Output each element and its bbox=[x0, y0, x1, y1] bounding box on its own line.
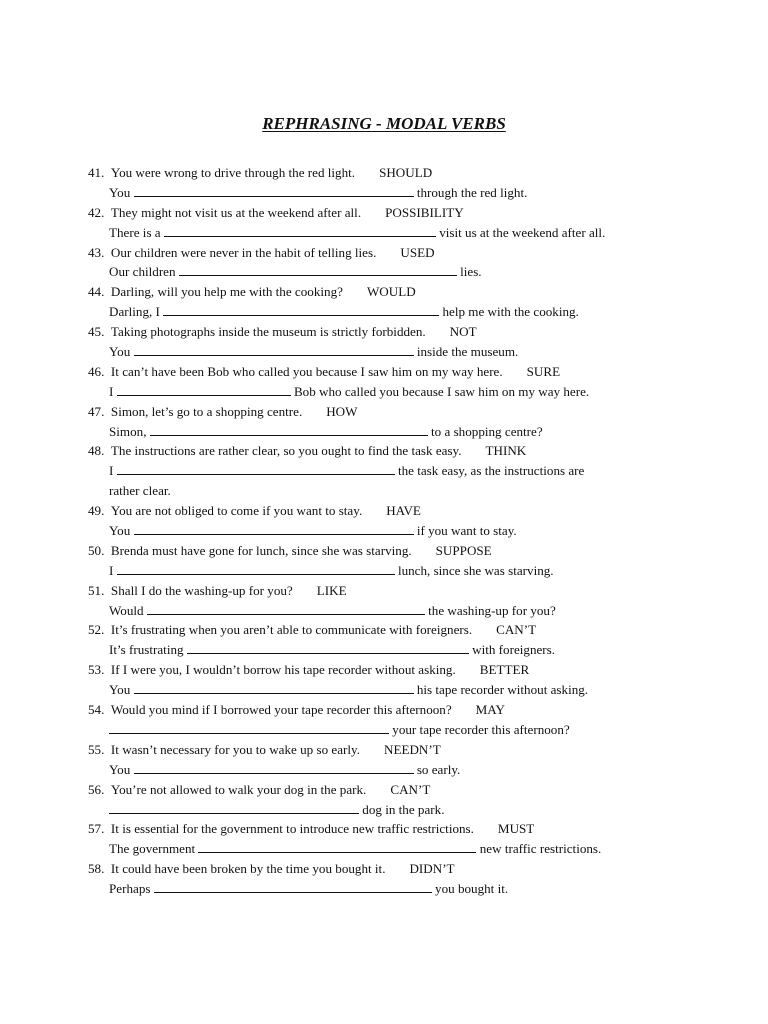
keyword: DIDN’T bbox=[409, 861, 455, 877]
question-sentence: You were wrong to drive through the red light. bbox=[110, 165, 356, 180]
question-sentence: The instructions are rather clear, so you ought to find the task easy. bbox=[110, 443, 462, 459]
keyword: MAY bbox=[475, 702, 506, 718]
answer-suffix: so early. bbox=[416, 761, 461, 777]
exercise-question bbox=[88, 541, 748, 561]
question-sentence: It’s frustrating when you aren’t able to communicate with foreigners. bbox=[110, 622, 473, 638]
exercise-question bbox=[88, 700, 748, 720]
answer-line bbox=[88, 760, 748, 780]
answer-prefix: You bbox=[109, 184, 131, 200]
answer-blank[interactable] bbox=[198, 840, 476, 853]
answer-prefix: You bbox=[109, 344, 131, 360]
answer-prefix: I bbox=[109, 562, 114, 578]
answer-suffix: if you want to stay. bbox=[416, 523, 517, 539]
exercise-question bbox=[88, 501, 748, 521]
answer-suffix: dog in the park. bbox=[362, 801, 445, 817]
question-number: 47. bbox=[88, 403, 105, 419]
question-number: 45. bbox=[88, 324, 105, 340]
answer-line bbox=[88, 879, 748, 899]
answer-prefix: I bbox=[109, 383, 114, 399]
answer-suffix: his tape recorder without asking. bbox=[416, 682, 589, 698]
answer-prefix: Simon, bbox=[109, 423, 147, 439]
answer-prefix: Our children bbox=[109, 264, 176, 280]
question-sentence: Taking photographs inside the museum is strictly forbidden. bbox=[110, 324, 426, 340]
answer-line bbox=[88, 422, 748, 442]
exercise-list bbox=[88, 163, 748, 899]
answer-line bbox=[88, 800, 748, 820]
answer-line bbox=[88, 720, 748, 740]
keyword: CAN’T bbox=[390, 781, 431, 797]
question-sentence: It wasn’t necessary for you to wake up so early. bbox=[110, 741, 360, 757]
exercise-question bbox=[88, 859, 748, 879]
answer-suffix: new traffic restrictions. bbox=[479, 841, 602, 857]
answer-suffix: lunch, since she was starving. bbox=[397, 562, 554, 578]
keyword: THINK bbox=[485, 443, 527, 459]
exercise-question bbox=[88, 581, 748, 601]
answer-blank[interactable] bbox=[117, 383, 291, 396]
exercise-question bbox=[88, 780, 748, 800]
answer-suffix: help me with the cooking. bbox=[442, 304, 579, 320]
question-sentence: If I were you, I wouldn’t borrow his tape recorder without asking. bbox=[110, 662, 456, 678]
question-number: 55. bbox=[88, 741, 105, 757]
answer-blank[interactable] bbox=[179, 263, 457, 276]
answer-suffix: your tape recorder this afternoon? bbox=[392, 721, 570, 737]
answer-prefix: You bbox=[109, 523, 131, 539]
answer-blank[interactable] bbox=[154, 880, 432, 893]
answer-blank[interactable] bbox=[134, 522, 414, 535]
answer-line bbox=[88, 561, 748, 581]
answer-blank[interactable] bbox=[134, 184, 414, 197]
exercise-question bbox=[88, 243, 748, 263]
keyword: POSSIBILITY bbox=[385, 204, 464, 220]
question-number: 46. bbox=[88, 363, 105, 379]
answer-blank[interactable] bbox=[134, 681, 414, 694]
question-number: 54. bbox=[88, 702, 105, 718]
answer-blank[interactable] bbox=[150, 423, 428, 436]
question-number: 53. bbox=[88, 662, 105, 678]
exercise-question bbox=[88, 441, 748, 461]
answer-blank[interactable] bbox=[147, 602, 425, 615]
question-number: 50. bbox=[88, 542, 105, 558]
answer-prefix: It’s frustrating bbox=[109, 642, 184, 658]
question-sentence: Would you mind if I borrowed your tape recorder this afternoon? bbox=[110, 702, 452, 718]
keyword: SHOULD bbox=[379, 165, 433, 180]
answer-line bbox=[88, 640, 748, 660]
question-number: 44. bbox=[88, 284, 105, 300]
keyword: BETTER bbox=[479, 662, 530, 678]
question-number: 41. bbox=[88, 165, 105, 180]
keyword: WOULD bbox=[366, 284, 416, 300]
question-number: 58. bbox=[88, 861, 105, 877]
question-number: 57. bbox=[88, 821, 105, 837]
answer-prefix: You bbox=[109, 682, 131, 698]
answer-blank[interactable] bbox=[109, 801, 359, 814]
answer-line bbox=[88, 223, 748, 243]
answer-blank[interactable] bbox=[117, 462, 395, 475]
keyword: NEEDN’T bbox=[384, 741, 441, 757]
question-number: 43. bbox=[88, 244, 105, 260]
answer-prefix: The government bbox=[109, 841, 196, 857]
question-sentence: You’re not allowed to walk your dog in the park. bbox=[110, 781, 367, 797]
keyword: MUST bbox=[497, 821, 535, 837]
answer-prefix: There is a bbox=[109, 224, 161, 240]
exercise-question bbox=[88, 660, 748, 680]
exercise-question bbox=[88, 322, 748, 342]
question-number: 51. bbox=[88, 582, 105, 598]
answer-prefix: Darling, I bbox=[109, 304, 160, 320]
question-sentence: It could have been broken by the time you bought it. bbox=[110, 861, 386, 877]
answer-line bbox=[88, 183, 748, 203]
question-number: 56. bbox=[88, 781, 105, 797]
answer-line bbox=[88, 601, 748, 621]
answer-suffix: the washing-up for you? bbox=[428, 602, 556, 618]
exercise-question bbox=[88, 402, 748, 422]
answer-blank[interactable] bbox=[109, 721, 389, 734]
exercise-question bbox=[88, 362, 748, 382]
answer-blank[interactable] bbox=[187, 641, 469, 654]
question-sentence: Brenda must have gone for lunch, since she was starving. bbox=[110, 542, 412, 558]
answer-blank[interactable] bbox=[164, 224, 436, 237]
keyword: LIKE bbox=[316, 582, 347, 598]
answer-continuation: rather clear. bbox=[109, 483, 171, 499]
question-sentence: You are not obliged to come if you want to stay. bbox=[110, 503, 363, 519]
answer-suffix: inside the museum. bbox=[416, 344, 519, 360]
answer-suffix: visit us at the weekend after all. bbox=[439, 224, 606, 240]
exercise-question bbox=[88, 819, 748, 839]
answer-blank[interactable] bbox=[163, 303, 439, 316]
answer-line bbox=[88, 262, 748, 282]
answer-suffix: lies. bbox=[460, 264, 482, 280]
exercise-question bbox=[88, 163, 748, 183]
answer-line bbox=[88, 521, 748, 541]
question-number: 48. bbox=[88, 443, 105, 459]
answer-line bbox=[88, 342, 748, 362]
keyword: USED bbox=[400, 244, 435, 260]
answer-line bbox=[88, 302, 748, 322]
question-sentence: Darling, will you help me with the cooking? bbox=[110, 284, 343, 300]
answer-blank[interactable] bbox=[117, 562, 395, 575]
answer-line bbox=[88, 680, 748, 700]
exercise-question bbox=[88, 740, 748, 760]
question-sentence: They might not visit us at the weekend after all. bbox=[110, 204, 362, 220]
answer-prefix: Would bbox=[109, 602, 144, 618]
answer-suffix: through the red light. bbox=[416, 184, 528, 200]
exercise-question bbox=[88, 282, 748, 302]
keyword: HAVE bbox=[386, 503, 421, 519]
answer-suffix: you bought it. bbox=[435, 881, 509, 897]
keyword: CAN’T bbox=[496, 622, 537, 638]
keyword: HOW bbox=[326, 403, 358, 419]
keyword: SUPPOSE bbox=[435, 542, 492, 558]
answer-suffix: Bob who called you because I saw him on my way here. bbox=[293, 383, 590, 399]
answer-prefix: I bbox=[109, 463, 114, 479]
question-sentence: Shall I do the washing-up for you? bbox=[110, 582, 293, 598]
question-sentence: It can’t have been Bob who called you because I saw him on my way here. bbox=[110, 363, 503, 379]
answer-prefix: Perhaps bbox=[109, 881, 151, 897]
question-sentence: It is essential for the government to introduce new traffic restrictions. bbox=[110, 821, 474, 837]
question-sentence: Our children were never in the habit of telling lies. bbox=[110, 244, 377, 260]
question-number: 52. bbox=[88, 622, 105, 638]
keyword: NOT bbox=[449, 324, 477, 340]
exercise-question bbox=[88, 203, 748, 223]
answer-prefix: You bbox=[109, 761, 131, 777]
question-number: 49. bbox=[88, 503, 105, 519]
worksheet-title: REPHRASING - MODAL VERBS bbox=[262, 114, 506, 133]
keyword: SURE bbox=[526, 363, 561, 379]
answer-line bbox=[88, 839, 748, 859]
question-number: 42. bbox=[88, 204, 105, 220]
answer-suffix: to a shopping centre? bbox=[431, 423, 543, 439]
answer-suffix: the task easy, as the instructions are bbox=[397, 463, 585, 479]
answer-blank[interactable] bbox=[134, 343, 414, 356]
answer-line bbox=[88, 461, 748, 481]
answer-blank[interactable] bbox=[134, 761, 414, 774]
answer-line bbox=[88, 382, 748, 402]
question-sentence: Simon, let’s go to a shopping centre. bbox=[110, 403, 303, 419]
answer-suffix: with foreigners. bbox=[472, 642, 556, 658]
exercise-question bbox=[88, 620, 748, 640]
